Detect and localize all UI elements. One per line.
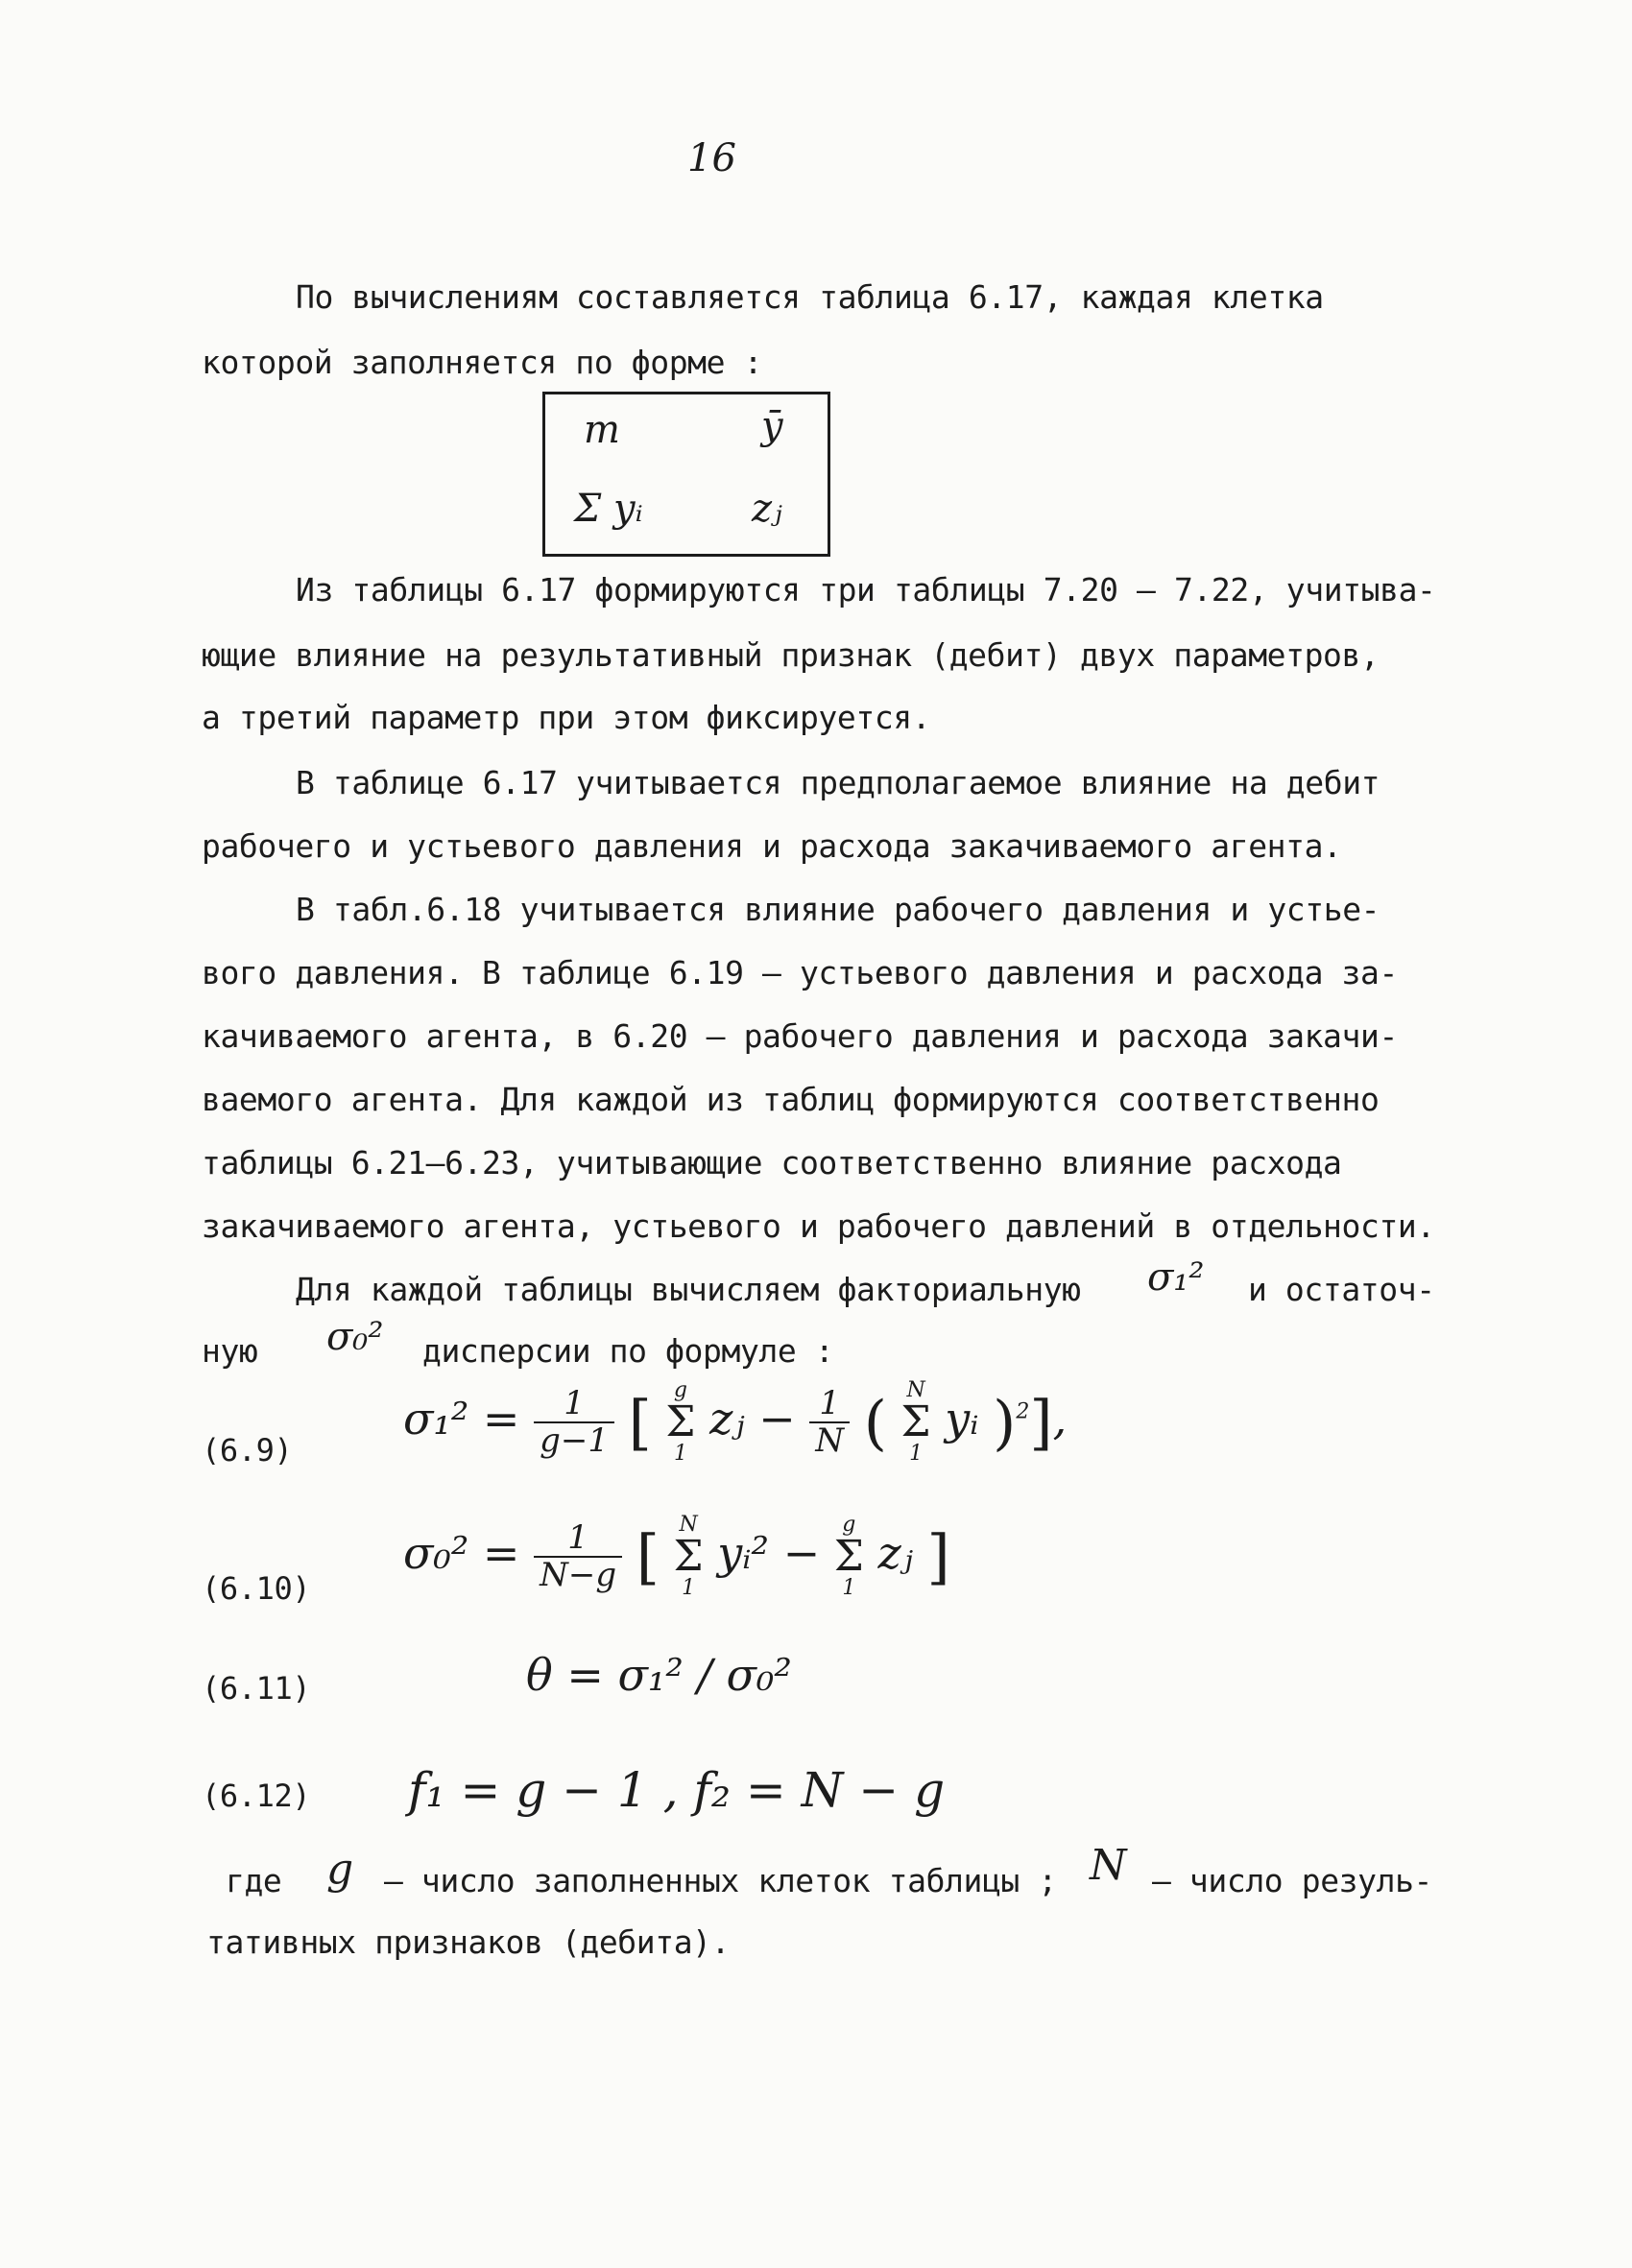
eq-fraction: $\frac{1}{N-g}$ — [534, 1520, 622, 1594]
sum-symbol: g Σ 1 — [665, 1378, 696, 1466]
text-line: качиваемого агента, в 6.20 – рабочего давления и расхода закачи- — [202, 1017, 1398, 1055]
text-line: ваемого агента. Для каждой из таблиц формируются соответственно — [202, 1081, 1380, 1118]
equation-label: (6.9) — [202, 1432, 293, 1468]
text-line: По вычислениям составляется таблица 6.17, каждая клетка — [296, 278, 1324, 316]
sigma-factorial: σ₁² — [1147, 1255, 1205, 1300]
text-line: закачиваемого агента, устьевого и рабочего давлений в отдельности. — [202, 1207, 1435, 1245]
symbol-N: N — [1090, 1841, 1127, 1890]
text-line: вого давления. В таблице 6.19 – устьевого давления и расхода за- — [202, 954, 1398, 991]
text-line: Из таблицы 6.17 формируются три таблицы 7.20 – 7.22, учитыва- — [296, 571, 1436, 609]
sigma-residual: σ₀² — [326, 1315, 384, 1359]
text-line: где — [226, 1862, 282, 1899]
eq-fraction: $\frac{1}{g-1}$ — [534, 1386, 614, 1460]
text-line: – число заполненных клеток таблицы ; — [384, 1862, 1057, 1899]
text-line: которой заполняется по форме : — [202, 344, 763, 381]
eq-fraction: $\frac{1}{N}$ — [809, 1386, 850, 1460]
cell-form-box — [542, 392, 830, 557]
text-line: рабочего и устьевого давления и расхода закачиваемого агента. — [202, 827, 1342, 865]
eq-lhs: σ₁² = — [403, 1393, 520, 1444]
symbol-g: g — [326, 1845, 354, 1894]
text-line: В таблице 6.17 учитывается предполагаемое влияние на дебит — [296, 764, 1380, 801]
sum-symbol: N Σ 1 — [673, 1513, 704, 1600]
equation-6-10: σ₀² = $\frac{1}{N-g}$ [ N Σ 1 yᵢ² − g Σ 1 zⱼ ] — [403, 1513, 950, 1600]
sum-symbol: N Σ 1 — [900, 1378, 931, 1466]
text-line: а третий параметр при этом фиксируется. — [202, 699, 931, 736]
equation-label: (6.10) — [202, 1570, 311, 1607]
text-line: ную — [202, 1332, 258, 1370]
text-line: ющие влияние на результативный признак (дебит) двух параметров, — [202, 636, 1380, 674]
equation-label: (6.11) — [202, 1670, 311, 1707]
text-line: таблицы 6.21–6.23, учитывающие соответственно влияние расхода — [202, 1144, 1342, 1182]
text-line: Для каждой таблицы вычисляем факториальную — [296, 1271, 1081, 1308]
text-line: дисперсии по формуле : — [422, 1332, 834, 1370]
cell-sum-y: Σ yᵢ — [574, 487, 643, 531]
text-line: В табл.6.18 учитывается влияние рабочего давления и устье- — [296, 891, 1380, 928]
text-line: и остаточ- — [1248, 1271, 1435, 1308]
page-number: 16 — [687, 136, 736, 180]
text-line: тативных признаков (дебита). — [206, 1923, 731, 1961]
cell-z: zⱼ — [752, 487, 782, 531]
equation-6-12: f₁ = g − 1 , f₂ = N − g — [408, 1762, 946, 1818]
sum-symbol: g Σ 1 — [833, 1513, 864, 1600]
equation-label: (6.12) — [202, 1778, 311, 1814]
text-line: – число резуль- — [1152, 1862, 1433, 1899]
cell-ybar: ȳ — [761, 404, 783, 448]
equation-6-9: σ₁² = $\frac{1}{g-1}$ [ g Σ 1 zⱼ − $\frac{1}{N}$ ( N Σ 1 yᵢ )$^2$], — [403, 1378, 1068, 1466]
equation-6-11: θ = σ₁² / σ₀² — [526, 1649, 792, 1701]
cell-m: m — [584, 408, 620, 452]
